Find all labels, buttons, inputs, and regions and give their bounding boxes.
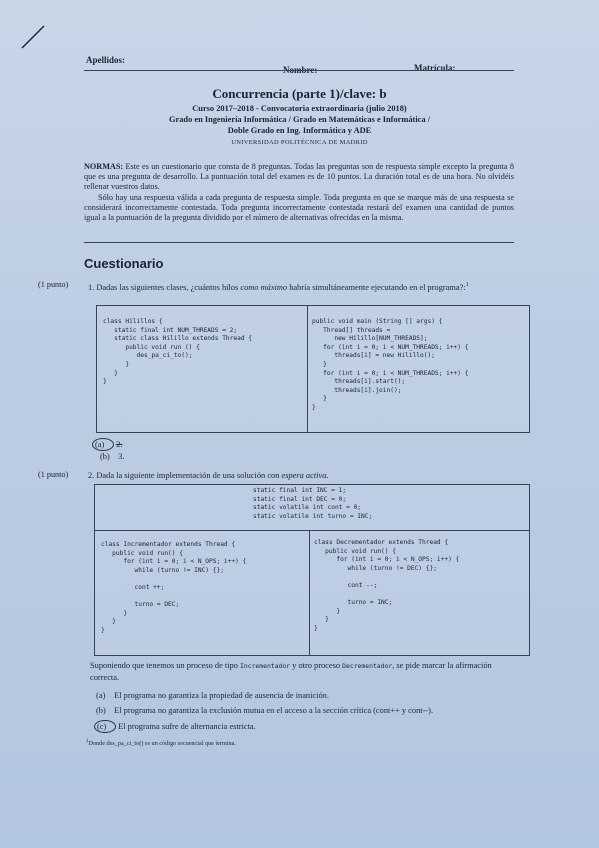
q2-prompt-c: , se pide marcar la afirmación correcta. bbox=[90, 661, 492, 682]
normas-divider bbox=[84, 242, 514, 243]
normas-para-1: Este es un cuestionario que consta de 8 preguntas. Todas las preguntas son de respuesta simple excepto la pregunta 8 que es una pregunta de desarrollo. La puntuación total del examen es de 10 puntos. La duración total es de una hora. No olvidéis rellenar vuestros datos. bbox=[84, 162, 514, 192]
header-rule bbox=[84, 70, 514, 71]
normas-label: NORMAS: bbox=[84, 162, 124, 171]
q2-option-a-mark: (a) bbox=[96, 691, 106, 700]
q2-option-b-mark: (b) bbox=[96, 706, 106, 715]
course-line: Curso 2017–2018 - Convocatoria extraordinaria (julio 2018) bbox=[192, 104, 407, 113]
nombre-label: Nombre: bbox=[283, 65, 318, 75]
q1-footnote-ref: 1 bbox=[465, 282, 469, 288]
q2-text-em: espera activa bbox=[281, 471, 327, 480]
degree-line-1: Grado en Ingeniería Informática / Grado en Matemáticas e Informática / bbox=[169, 115, 430, 124]
normas-block bbox=[84, 162, 514, 223]
q2-option-c-mark: (c) bbox=[94, 720, 116, 733]
q2-option-c[interactable] bbox=[94, 720, 256, 733]
q1-option-b[interactable] bbox=[100, 451, 124, 462]
q1-option-b-mark: (b) bbox=[100, 452, 110, 461]
q2-code-box bbox=[94, 484, 530, 656]
apellidos-label: Apellidos: bbox=[86, 55, 126, 65]
q1-code-box bbox=[96, 305, 530, 433]
q2-prompt-code1: Incrementador bbox=[240, 662, 291, 670]
q1-code-left: class Hilillos { static final int NUM_THREADS = 2; static class Hilillo extends Thread { public void run () { des_pa_ci_to(); } } } bbox=[103, 318, 253, 386]
q2-text bbox=[88, 470, 520, 481]
degree-line-2: Doble Grado en Ing. Informática y ADE bbox=[227, 126, 372, 135]
footnote bbox=[86, 739, 236, 747]
q2-prompt-b: y otro proceso bbox=[290, 661, 343, 670]
exam-title: Concurrencia (parte 1)/clave: b bbox=[212, 86, 387, 101]
q2-prompt-code2: Decrementador bbox=[342, 662, 393, 670]
section-title: Cuestionario bbox=[84, 256, 164, 271]
university-name: UNIVERSIDAD POLITÉCNICA DE MADRID bbox=[231, 139, 368, 146]
footnote-number: 1 bbox=[86, 739, 89, 744]
q2-option-c-text: El programa sufre de alternancia estricta. bbox=[118, 722, 256, 731]
q2-points: (1 punto) bbox=[38, 470, 69, 479]
q1-text-b: habría simultáneamente ejecutando en el programa?: bbox=[287, 282, 466, 292]
q2-code-top: static final int INC = 1; static final int DEC = 0; static volatile int cont = 0; static volatile int turno = INC; bbox=[253, 487, 373, 520]
q2-number: 2. bbox=[88, 471, 95, 480]
q2-prompt bbox=[90, 660, 522, 683]
footnote-text: Donde des_pa_ci_to() es un código secuencial que termina. bbox=[88, 740, 236, 748]
pen-slash-mark bbox=[18, 22, 48, 52]
normas-para-2: Sólo hay una respuesta válida a cada pregunta de respuesta simple. Toda pregunta en que se marque más de una respuesta se considerará incorrectamente contestada. Toda pregunta incorrectamente contestada restará del examen una cantidad de puntos igual a la puntuación de la pregunta dividido por el número de alternativas ofrecidas en la misma. bbox=[84, 192, 514, 223]
q1-text-em: como máximo bbox=[240, 282, 288, 292]
q2-text-b: . bbox=[326, 471, 329, 480]
q2-option-a[interactable] bbox=[96, 690, 329, 701]
q2-option-b[interactable] bbox=[96, 705, 433, 716]
q2-code-top-area bbox=[95, 485, 529, 531]
q1-code-right: public void main (String [] args) { Thread[] threads = new Hilillo[NUM_THREADS]; for (int i = 0; i < NUM_THREADS; i++) { threads[i] = new Hilillo(); } for (int i = 0; i < NUM_THREADS; i++) { threads[i].start(); threads[i].join(); } } bbox=[312, 318, 469, 411]
q2-option-b-text: El programa no garantiza la exclusión mutua en el acceso a la sección crítica (cont++ y cont--). bbox=[114, 706, 434, 715]
q2-code-right: class Decrementador extends Thread { public void run() { for (int i = 0; i < N_OPS; i++) { while (turno != DEC) {}; cont --; turno = INC; } } } bbox=[314, 539, 460, 632]
q1-option-a-mark: (a) bbox=[92, 438, 114, 451]
q1-points: (1 punto) bbox=[38, 280, 69, 289]
q2-text-a: Dada la siguiente implementación de una solución con bbox=[96, 471, 282, 480]
q1-option-a[interactable] bbox=[92, 438, 122, 451]
q2-prompt-a: Suponiendo que tenemos un proceso de tipo bbox=[90, 661, 241, 670]
q2-option-a-text: El programa no garantiza la propiedad de ausencia de inanición. bbox=[114, 691, 329, 700]
q1-text bbox=[88, 280, 520, 293]
q1-option-b-text: 3. bbox=[118, 452, 125, 461]
q1-text-a: Dadas las siguientes clases, ¿cuántos hilos bbox=[96, 282, 241, 292]
q1-option-a-text: 2. bbox=[116, 440, 123, 449]
matricula-label: Matrícula: bbox=[414, 63, 456, 73]
q2-code-left: class Incrementador extends Thread { public void run() { for (int i = 0; i < N_OPS; i++) { while (turno != INC) {}; cont ++; turno = DEC; } } } bbox=[101, 541, 247, 634]
q1-number: 1. bbox=[88, 282, 95, 292]
